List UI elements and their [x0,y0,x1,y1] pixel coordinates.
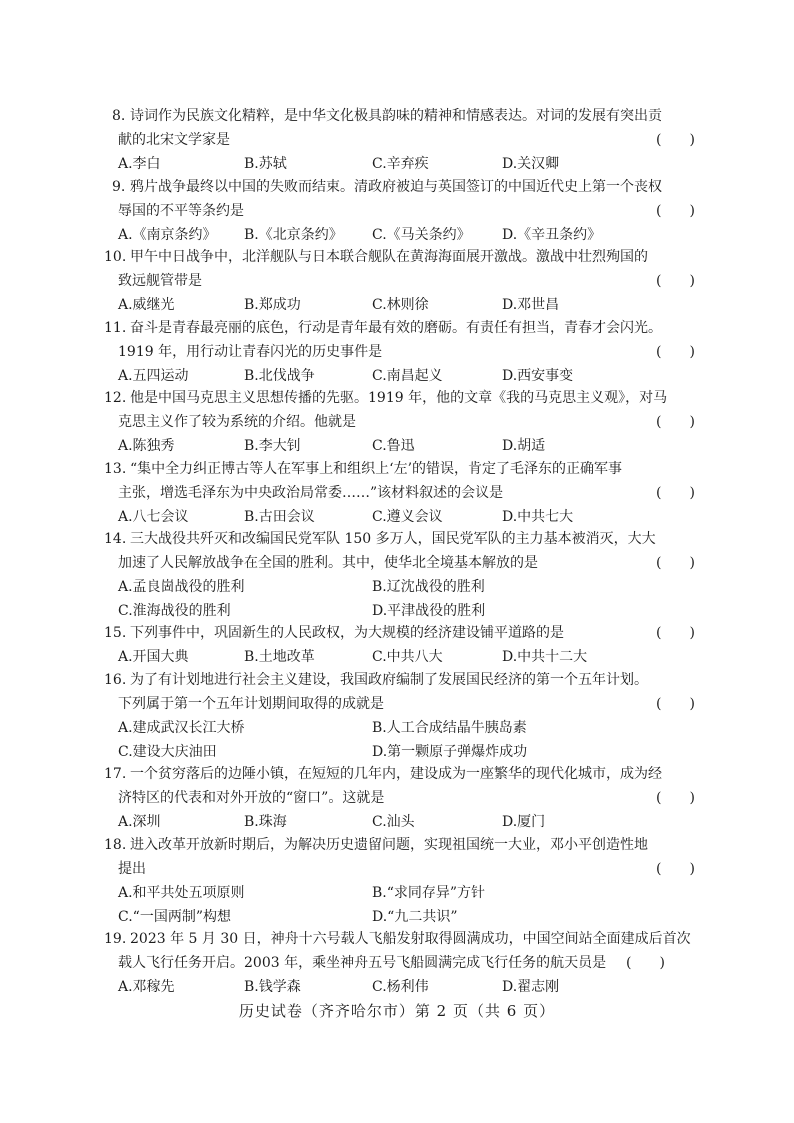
option-c: C.鲁迅 [372,438,415,454]
option-a: A.深圳 [118,814,161,830]
question-number: 9. [112,179,126,195]
option-a: A.邓稼先 [118,979,175,995]
option-b: B.钱学森 [244,979,301,995]
question-text-line-2: 济特区的代表和对外开放的“窗口”。这就是 [118,790,385,806]
options-row [118,881,698,905]
option-a: A.李白 [118,156,161,172]
question-text-line-2: 提出 [118,861,146,877]
options-row [118,905,698,929]
question-8 [112,104,698,176]
question-text-line-2: 辱国的不平等条约是 [118,203,244,219]
options-row [118,223,698,247]
question-text-line-2: 主张，增选毛泽东为中央政治局常委……”该材料叙述的会议是 [118,485,504,501]
option-d: D.胡适 [502,438,546,454]
options-row [118,293,698,317]
question-text-line-1: 一个贫穷落后的边陲小镇，在短短的几年内，建设成为一座繁华的现代化城市，成为经 [130,766,662,782]
answer-blank: ( ) [656,203,695,219]
option-d: D.第一颗原子弹爆炸成功 [372,744,528,760]
option-b: B.《北京条约》 [244,227,343,243]
question-13 [104,457,698,529]
question-12 [104,386,698,458]
option-c: C.遵义会议 [372,509,443,525]
option-a: A.五四运动 [118,368,189,384]
option-a: A.建成武汉长江大桥 [118,720,245,736]
option-b: B.辽沈战役的胜利 [372,579,485,595]
option-c: C.杨利伟 [372,979,429,995]
option-b: B.北伐战争 [244,368,315,384]
options-row [118,364,698,388]
options-row [118,505,698,529]
question-15 [104,621,698,669]
question-number: 17. [104,766,127,782]
question-text-line-1: 诗词作为民族文化精粹，是中华文化极具韵味的精神和情感表达。对词的发展有突出贡 [130,108,662,124]
options-row [118,740,698,764]
question-18 [104,833,698,929]
option-b: B.珠海 [244,814,287,830]
options-row [118,152,698,176]
option-d: D.中共十二大 [502,649,588,665]
option-c: C.汕头 [372,814,415,830]
question-text-line-2: 献的北宋文学家是 [118,132,230,148]
option-b: B.“求同存异”方针 [372,885,486,901]
option-a: A.孟良崮战役的胜利 [118,579,245,595]
question-text-line-1: 为了有计划地进行社会主义建设，我国政府编制了发展国民经济的第一个五年计划。 [130,672,648,688]
question-text-line-1: 三大战役共歼灭和改编国民党军队 150 多万人，国民党军队的主力基本被消灭，大大 [130,531,656,547]
option-a: A.和平共处五项原则 [118,885,245,901]
option-a: A.开国大典 [118,649,189,665]
question-9 [112,175,698,247]
options-row [118,716,698,740]
question-text-line-2: 克思主义作了较为系统的介绍。他就是 [118,414,356,430]
option-b: B.郑成功 [244,297,301,313]
answer-blank: ( ) [656,790,695,806]
options-row [118,575,698,599]
option-c: C.淮海战役的胜利 [118,603,231,619]
options-row [118,975,698,999]
question-17 [104,762,698,834]
option-d: D.西安事变 [502,368,574,384]
question-text-line-2: 1919 年，用行动让青春闪光的历史事件是 [118,344,383,360]
question-text-line-2: 加速了人民解放战争在全国的胜利。其中，使华北全境基本解放的是 [118,555,538,571]
option-d: D.中共七大 [502,509,574,525]
question-text-line-1: 鸦片战争最终以中国的失败而结束。清政府被迫与英国签订的中国近代史上第一个丧权 [130,179,662,195]
answer-blank: ( ) [656,555,695,571]
option-c: C.南昌起义 [372,368,443,384]
question-number: 19. [104,931,127,947]
answer-blank: ( ) [656,861,695,877]
question-text-line-2: 载人飞行任务开启。2003 年，乘坐神舟五号飞船圆满完成飞行任务的航天员是 [118,955,607,971]
option-b: B.苏轼 [244,156,287,172]
question-number: 10. [104,249,127,265]
option-d: D.平津战役的胜利 [372,603,486,619]
answer-blank: ( ) [656,625,695,641]
options-row [118,810,698,834]
option-c: C.林则徐 [372,297,429,313]
option-a: A.威继光 [118,297,175,313]
question-text-line-1: 2023 年 5 月 30 日，神舟十六号载人飞船发射取得圆满成功，中国空间站全面建成后首次 [130,931,691,947]
option-c: C.《马关条约》 [372,227,471,243]
answer-blank: ( ) [656,273,695,289]
option-d: D.《辛丑条约》 [502,227,602,243]
question-number: 16. [104,672,127,688]
option-c: C.“一国两制”构想 [118,909,231,925]
answer-blank: ( ) [656,414,695,430]
answer-blank: ( ) [656,485,695,501]
question-number: 14. [104,531,127,547]
option-a: A.《南京条约》 [118,227,217,243]
option-d: D.翟志刚 [502,979,560,995]
options-row [118,645,698,669]
option-d: D.邓世昌 [502,297,560,313]
question-text-line-2: 下列属于第一个五年计划期间取得的成就是 [118,696,384,712]
question-text-line-1: 甲午中日战争中，北洋舰队与日本联合舰队在黄海海面展开激战。激战中壮烈殉国的 [130,249,648,265]
option-b: B.古田会议 [244,509,315,525]
question-16 [104,668,698,764]
answer-blank: ( ) [626,955,665,971]
question-number: 12. [104,390,127,406]
question-number: 13. [104,461,127,477]
question-text-line-1: 奋斗是青春最亮丽的底色，行动是青年最有效的磨砺。有责任有担当，青春才会闪光。 [130,320,662,336]
option-c: C.中共八大 [372,649,443,665]
answer-blank: ( ) [656,132,695,148]
question-number: 11. [104,320,127,336]
option-d: D.关汉卿 [502,156,560,172]
question-19 [104,927,698,999]
question-14 [104,527,698,623]
option-b: B.人工合成结晶牛胰岛素 [372,720,527,736]
option-a: A.八七会议 [118,509,189,525]
option-c: C.建设大庆油田 [118,744,217,760]
question-text-line-1: 下列事件中，巩固新生的人民政权，为大规模的经济建设铺平道路的是 [130,625,564,641]
answer-blank: ( ) [656,696,695,712]
options-row [118,434,698,458]
question-10 [104,245,698,317]
answer-blank: ( ) [656,344,695,360]
options-row [118,599,698,623]
question-number: 8. [112,108,126,124]
question-text-line-2: 致远舰管带是 [118,273,202,289]
option-c: C.辛弃疾 [372,156,429,172]
question-number: 18. [104,837,127,853]
option-d: D.厦门 [502,814,546,830]
question-11 [104,316,698,388]
option-b: B.土地改革 [244,649,315,665]
page-footer: 历史试卷（齐齐哈尔市）第 2 页（共 6 页） [238,1002,556,1020]
option-d: D.“九二共识” [372,909,458,925]
question-text-line-1: “集中全力纠正博古等人在军事上和组织上‘左’的错误，肯定了毛泽东的正确军事 [130,461,623,477]
question-text-line-1: 他是中国马克思主义思想传播的先驱。1919 年，他的文章《我的马克思主义观》，对马 [130,390,668,406]
option-b: B.李大钊 [244,438,301,454]
option-a: A.陈独秀 [118,438,175,454]
question-number: 15. [104,625,127,641]
question-text-line-1: 进入改革开放新时期后，为解决历史遗留问题，实现祖国统一大业，邓小平创造性地 [130,837,648,853]
